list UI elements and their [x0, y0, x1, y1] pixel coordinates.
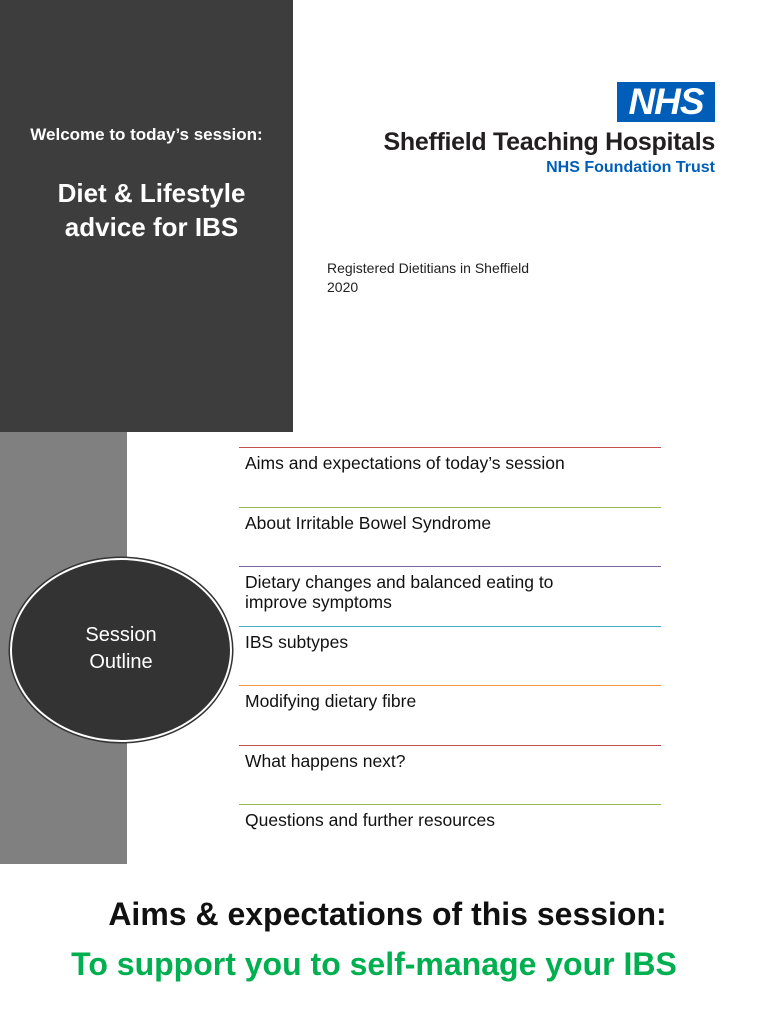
circle-label — [10, 622, 232, 676]
circle-label-line-2: Outline — [89, 651, 153, 673]
title-panel — [0, 0, 293, 432]
presentation-title — [0, 176, 303, 244]
outline-item-label: Questions and further resources — [245, 810, 495, 830]
welcome-text: Welcome to today’s session: — [30, 125, 263, 144]
outline-item — [239, 626, 661, 686]
aims-slide — [0, 864, 768, 1024]
nhs-badge: NHS — [617, 82, 715, 122]
outline-item — [239, 566, 661, 626]
outline-list — [239, 447, 661, 864]
outline-item — [239, 685, 661, 745]
outline-item-label: Modifying dietary fibre — [245, 691, 417, 711]
outline-item — [239, 804, 661, 864]
title-line-1: Diet & Lifestyle — [57, 178, 246, 208]
outline-item-label: Dietary changes and balanced eating to — [245, 572, 554, 592]
nhs-trust-logo — [310, 78, 750, 198]
title-slide — [0, 0, 768, 432]
outline-item — [239, 745, 661, 805]
outline-item — [239, 447, 661, 507]
outline-item — [239, 507, 661, 567]
title-line-2: advice for IBS — [64, 212, 239, 242]
outline-item-label: About Irritable Bowel Syndrome — [245, 512, 492, 533]
outline-item-label: IBS subtypes — [245, 631, 349, 652]
trust-name: Sheffield Teaching Hospitals — [383, 128, 715, 156]
circle-label-line-1: Session — [85, 624, 157, 646]
outline-item-label-cont: improve symptoms — [245, 592, 392, 612]
outline-item-label: Aims and expectations of today’s session — [245, 453, 565, 473]
presentation-year: 2020 — [327, 279, 359, 295]
outline-slide — [0, 432, 768, 864]
aims-subheading: To support you to self-manage your IBS — [71, 946, 677, 982]
aims-heading: Aims & expectations of this session: — [108, 896, 667, 932]
trust-subtitle: NHS Foundation Trust — [546, 159, 715, 176]
presenter-line: Registered Dietitians in Sheffield — [327, 260, 530, 276]
outline-item-label: What happens next? — [245, 750, 406, 771]
